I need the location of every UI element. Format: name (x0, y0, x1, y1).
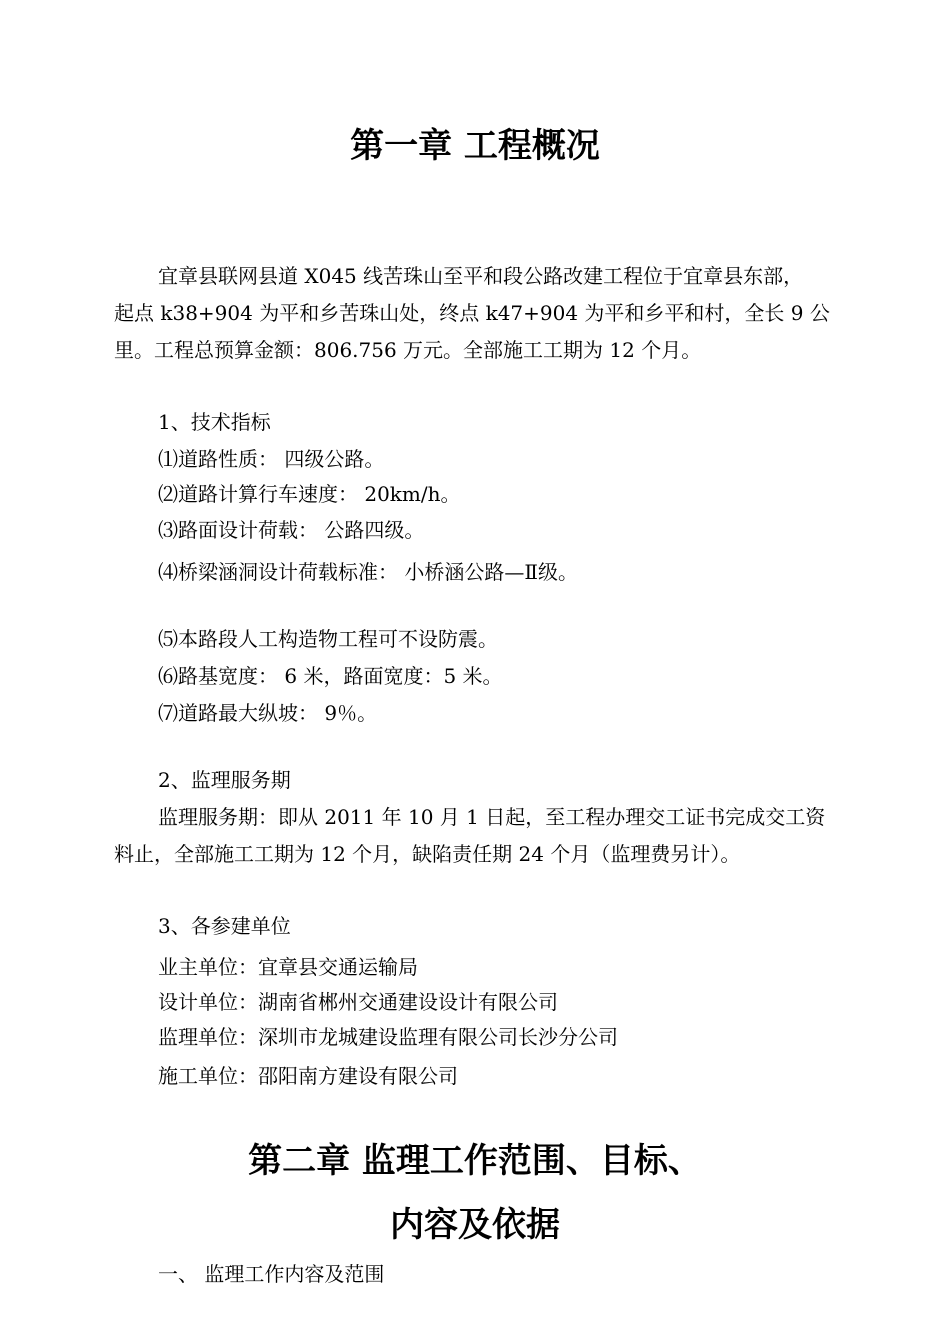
section1-heading: 1、技术指标 (158, 410, 271, 434)
unit-supervision: 监理单位：深圳市龙城建设监理有限公司长沙分公司 (158, 1025, 618, 1049)
chapter2-title-line-1: 第二章 监理工作范围、目标、 (248, 1141, 702, 1181)
tech-item-1: ⑴道路性质： 四级公路。 (158, 447, 385, 471)
tech-item-5: ⑸本路段人工构造物工程可不设防震。 (158, 627, 498, 651)
intro-line-3: 里。工程总预算金额：806.756 万元。全部施工工期为 12 个月。 (114, 338, 702, 362)
tech-item-2: ⑵道路计算行车速度： 20km/h。 (158, 482, 461, 506)
unit-design: 设计单位：湖南省郴州交通建设设计有限公司 (158, 990, 558, 1014)
unit-owner: 业主单位：宜章县交通运输局 (158, 955, 418, 979)
chapter1-title: 第一章 工程概况 (350, 126, 600, 166)
unit-construction: 施工单位：邵阳南方建设有限公司 (158, 1064, 458, 1088)
intro-line-1: 宜章县联网县道 X045 线苦珠山至平和段公路改建工程位于宜章县东部， (158, 264, 804, 288)
tech-item-6: ⑹路基宽度： 6 米，路面宽度：5 米。 (158, 664, 503, 688)
tech-item-3: ⑶路面设计荷载： 公路四级。 (158, 518, 425, 542)
service-line-1: 监理服务期：即从 2011 年 10 月 1 日起，至工程办理交工证书完成交工资 (158, 805, 826, 829)
service-line-2: 料止，全部施工工期为 12 个月，缺陷责任期 24 个月（监理费另计）。 (114, 842, 741, 866)
section2-heading: 2、监理服务期 (158, 768, 291, 792)
chapter2-title-line-2: 内容及依据 (390, 1205, 560, 1245)
chapter2-sub-heading: 一、 监理工作内容及范围 (158, 1262, 385, 1286)
section3-heading: 3、各参建单位 (158, 914, 291, 938)
tech-item-7: ⑺道路最大纵坡： 9％。 (158, 701, 378, 725)
intro-line-2: 起点 k38+904 为平和乡苦珠山处，终点 k47+904 为平和乡平和村，全长 9 公 (114, 301, 830, 325)
tech-item-4: ⑷桥梁涵洞设计荷载标准： 小桥涵公路—Ⅱ级。 (158, 560, 578, 584)
